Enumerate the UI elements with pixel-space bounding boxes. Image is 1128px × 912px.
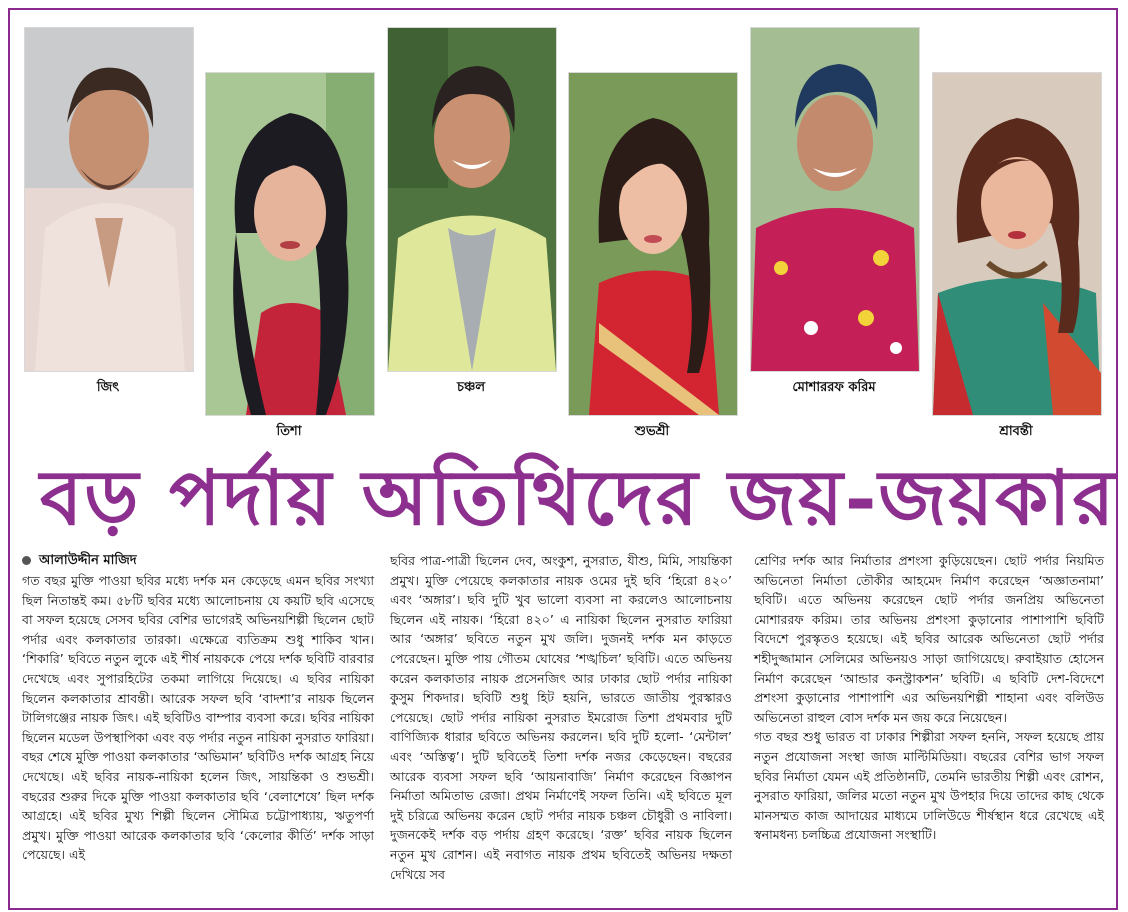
article-column-1 <box>22 571 374 865</box>
article-paragraph: গত বছর শুধু ভারত বা ঢাকার শিল্পীরা সফল হননি, সফল হয়েছে প্রায় নতুন প্রযোজনা সংস্থা জাজ মাল্টিমিডিয়া। বছরের বেশির ভাগ সফল ছবির নির্মাতা যেমন এই প্রতিষ্ঠানটি, তেমনি ভারতীয় শিল্পী এবং রোশন, নুসরাত ফারিয়া, জলির মতো নতুন মুখ উপহার দিয়ে তাদের কাছ থেকে মানসম্মত কাজ আদায়ের মাধ্যমে ঢালিউডে শীর্ষস্থান ধরে রেখেছে এই স্বনামধন্য চলচ্চিত্র প্রযোজনা সংস্থাটি। <box>754 729 1104 843</box>
portrait-image <box>388 28 556 371</box>
portrait-image <box>206 73 374 415</box>
article-paragraph: শ্রেণির দর্শক আর নির্মাতার প্রশংসা কুড়িয়েছেন। ছোট পর্দার নিয়মিত অভিনেতা নির্মাতা তৌকীর আহমেদ নির্মাণ করেছেন ‘অজ্ঞাতনামা’ ছবিটি। এতে অভিনয় করেছেন ছোট পর্দার জনপ্রিয় অভিনেতা মোশাররফ করিম। তার অভিনয় প্রশংসা কুড়ানোর পাশাপাশি ছবিটি বিদেশে পুরস্কৃতও হয়েছে। এই ছবির আরেক অভিনেতা ছোট পর্দার শহীদুজ্জামান সেলিমের অভিনয়ও সাড়া জাগিয়েছে। রুবাইয়াত হোসেন নির্মাণ করেছেন ‘আন্ডার কনস্ট্রাকশন’ ছবিটি। এ ছবিটি দেশ-বিদেশে প্রশংসা কুড়ানোর পাশাপাশি এর অভিনয়শিল্পী শাহানা এবং বলিউড অভিনেতা রাহুল বোস দর্শক মন জয় করে নিয়েছেন। <box>754 553 1104 725</box>
photo-subhashree <box>568 72 738 416</box>
caption-tisha: তিশা <box>276 424 302 439</box>
portrait-image <box>933 73 1101 415</box>
author-name: আলাউদ্দীন মাজিদ <box>39 553 137 568</box>
article-column-2 <box>390 551 732 884</box>
photo-chanchal <box>387 27 557 372</box>
photo-srabanti <box>932 72 1102 416</box>
byline <box>22 551 137 572</box>
article-column-3 <box>754 551 1104 845</box>
caption-subhashree: শুভশ্রী <box>634 424 670 439</box>
caption-jeet: জিৎ <box>96 380 120 395</box>
photo-tisha <box>205 72 375 416</box>
photo-jeet <box>24 27 194 372</box>
caption-mosharraf-karim: মোশাররফ করিম <box>792 380 876 395</box>
headline: বড় পর্দায় অতিথিদের জয়-জয়কার <box>40 453 1117 542</box>
photo-mosharraf-karim <box>750 27 920 372</box>
bullet-icon <box>22 556 31 565</box>
caption-srabanti: শ্রাবন্তী <box>999 424 1033 439</box>
portrait-image <box>751 28 919 371</box>
portrait-image <box>569 73 737 415</box>
portrait-image <box>25 28 193 371</box>
caption-chanchal: চঞ্চল <box>456 380 486 395</box>
article-paragraph: ছবির পাত্র-পাত্রী ছিলেন দেব, অংকুশ, নুসরাত, যীশু, মিমি, সায়ন্তিকা প্রমুখ। মুক্তি পেয়েছে কলকাতার নায়ক ওমের দুই ছবি ‘হিরো ৪২০’ এবং ‘অঙ্গার’। ছবি দুটি খুব ভালো ব্যবসা না করলেও আলোচনায় ছিলেন এই নায়ক। ‘হিরো ৪২০’ এ নায়িকা ছিলেন নুসরাত ফারিয়া আর ‘অঙ্গার’ ছবিতে নতুন মুখ জলি। দুজনই দর্শক মন কাড়তে পেরেছেন। মুক্তি পায় গৌতম ঘোষের ‘শঙ্খচিল’ ছবিটি। এতে অভিনয় করেন কলকাতার নায়ক প্রসেনজিৎ আর ঢাকার ছোট পর্দার নায়িকা কুসুম শিকদার। ছবিটি শুধু হিট হয়নি, ভারতে জাতীয় পুরস্কারও পেয়েছে। ছোট পর্দার নায়িকা নুসরাত ইমরোজ তিশা প্রথমবার দুটি বাণিজ্যিক ধারার ছবিতে অভিনয় করলেন। ছবি দুটি হলো- ‘মেন্টাল’ এবং ‘অস্তিত্ব’। দুটি ছবিতেই তিশা দর্শক নজর কেড়েছেন। বছরের আরেক ব্যবসা সফল ছবি ‘আয়নাবাজি’ নির্মাণ করেছেন বিজ্ঞাপন নির্মাতা অমিতাভ রেজা। প্রথম নির্মাণেই সফল তিনি। এই ছবিতে মূল দুই চরিত্রে অভিনয় করেন ছোট পর্দার নায়ক চঞ্চল চৌধুরী ও নাবিলা। দুজনকেই দর্শক বড় পর্দায় গ্রহণ করেছে। ‘রক্ত’ ছবির নায়ক ছিলেন নতুন মুখ রোশন। এই নবাগত নায়ক প্রথম ছবিতেই অভিনয় দক্ষতা দেখিয়ে সব <box>390 553 732 882</box>
article-paragraph: গত বছর মুক্তি পাওয়া ছবির মধ্যে দর্শক মন কেড়েছে এমন ছবির সংখ্যা ছিল নিতান্তই কম। ৫৮টি ছবির মধ্যে আলোচনায় যে কয়টি ছবি এসেছে বা সফল হয়েছে সেসব ছবির বেশির ভাগেরই অভিনয়শিল্পী ছিলেন ছোট পর্দার এবং কলকাতার তারকা। এক্ষেত্রে ব্যতিক্রম শুধু শাকিব খান। ‘শিকারি’ ছবিতে নতুন লুকে এই শীর্ষ নায়ককে পেয়ে দর্শক ছবিটি বারবার দেখেছে এবং সুপারহিটের তকমা লাগিয়ে দিয়েছে। এ ছবির নায়িকা ছিলেন কলকাতার শ্রাবন্তী। আরেক সফল ছবি ‘বাদশা’র নায়ক ছিলেন টালিগঞ্জের নায়ক জিৎ। এই ছবিটিও বাম্পার ব্যবসা করে। ছবির নায়িকা ছিলেন মডেল উপস্থাপিকা এবং বড় পর্দার নতুন নায়িকা নুসরাত ফারিয়া। বছর শেষে মুক্তি পাওয়া কলকাতার ‘অভিমান’ ছবিটিও দর্শক আগ্রহ নিয়ে দেখেছে। এই ছবির নায়ক-নায়িকা হলেন জিৎ, সায়ন্তিকা ও শুভশ্রী। বছরের শুরুর দিকে মুক্তি পাওয়া কলকাতার ছবি ‘বেলাশেষে’ ছিল দর্শক আগ্রহে। এই ছবির মুখ্য শিল্পী ছিলেন সৌমিত্র চট্টোপাধ্যায়, ঋতুপর্ণা প্রমুখ। মুক্তি পাওয়া আরেক কলকাতার ছবি ‘কেলোর কীর্তি’ দর্শক সাড়া পেয়েছে। এই <box>22 573 374 863</box>
